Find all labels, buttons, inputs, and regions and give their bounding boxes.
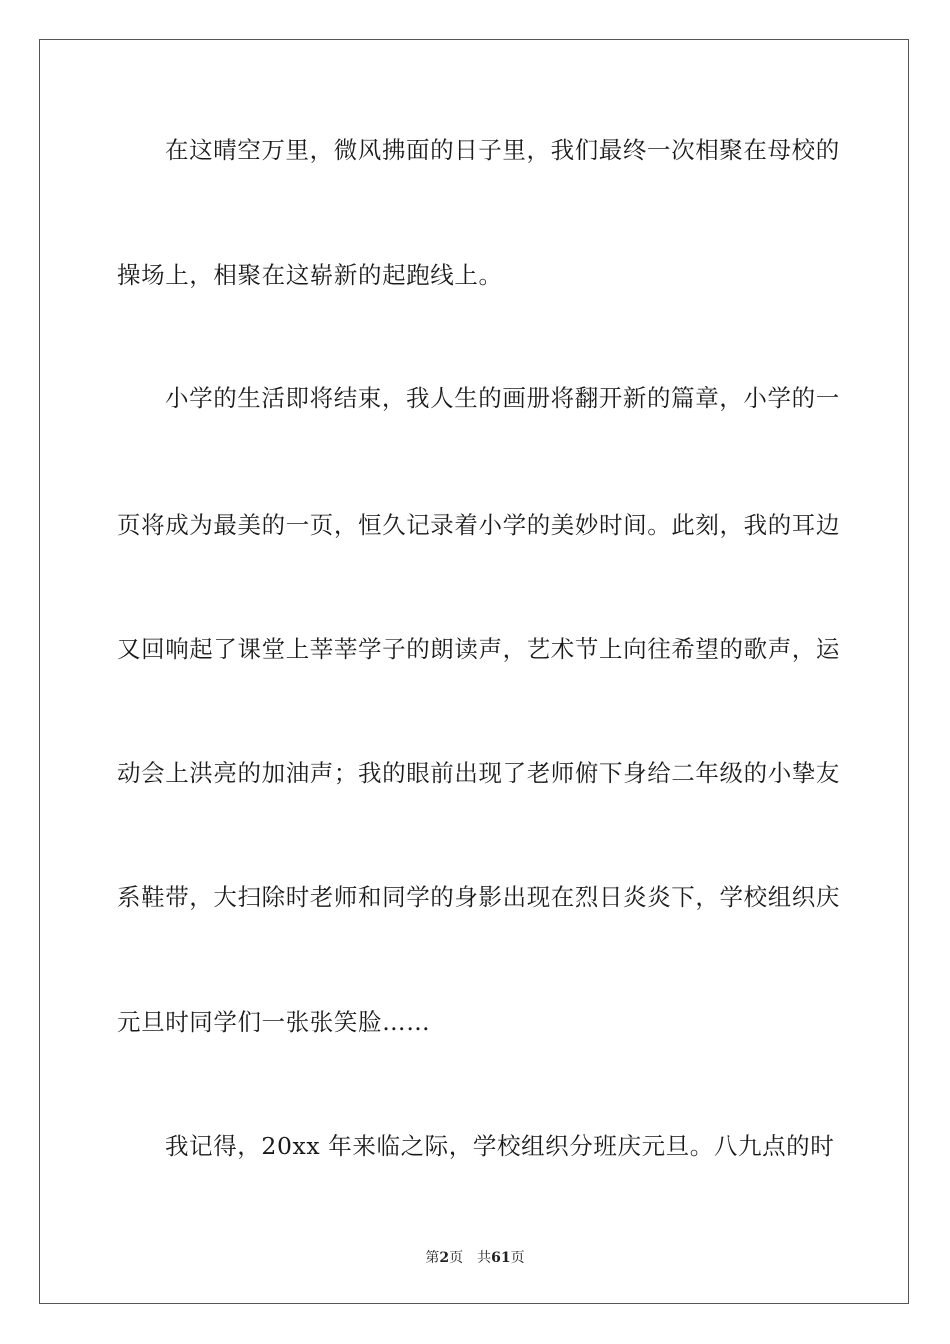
total-suffix: 页 <box>510 1250 525 1266</box>
paragraph-2-line-2: 页将成为最美的一页，恒久记录着小学的美妙时间。此刻，我的耳边 <box>117 511 840 539</box>
paragraph-1-line-2: 操场上，相聚在这崭新的起跑线上。 <box>117 261 503 289</box>
page-prefix: 第 <box>425 1250 440 1266</box>
page-border <box>39 39 909 1304</box>
paragraph-2-line-1: 小学的生活即将结束，我人生的画册将翻开新的篇章，小学的一 <box>165 384 840 412</box>
paragraph-1-line-1: 在这晴空万里，微风拂面的日子里，我们最终一次相聚在母校的 <box>165 136 840 164</box>
paragraph-2-line-3: 又回响起了课堂上莘莘学子的朗读声，艺术节上向往希望的歌声，运 <box>117 635 840 663</box>
page-number: 2 <box>439 1250 450 1266</box>
paragraph-2-line-5: 系鞋带，大扫除时老师和同学的身影出现在烈日炎炎下，学校组织庆 <box>117 883 840 911</box>
total-prefix: 共 <box>477 1250 492 1266</box>
paragraph-2-line-4: 动会上洪亮的加油声；我的眼前出现了老师俯下身给二年级的小挚友 <box>117 759 840 787</box>
page-footer <box>0 1247 950 1267</box>
paragraph-3-line-1: 我记得，20xx 年来临之际，学校组织分班庆元旦。八九点的时 <box>165 1132 835 1160</box>
page-suffix: 页 <box>449 1250 464 1266</box>
paragraph-2-line-6: 元旦时同学们一张张笑脸…… <box>117 1008 431 1036</box>
total-pages: 61 <box>491 1250 511 1266</box>
